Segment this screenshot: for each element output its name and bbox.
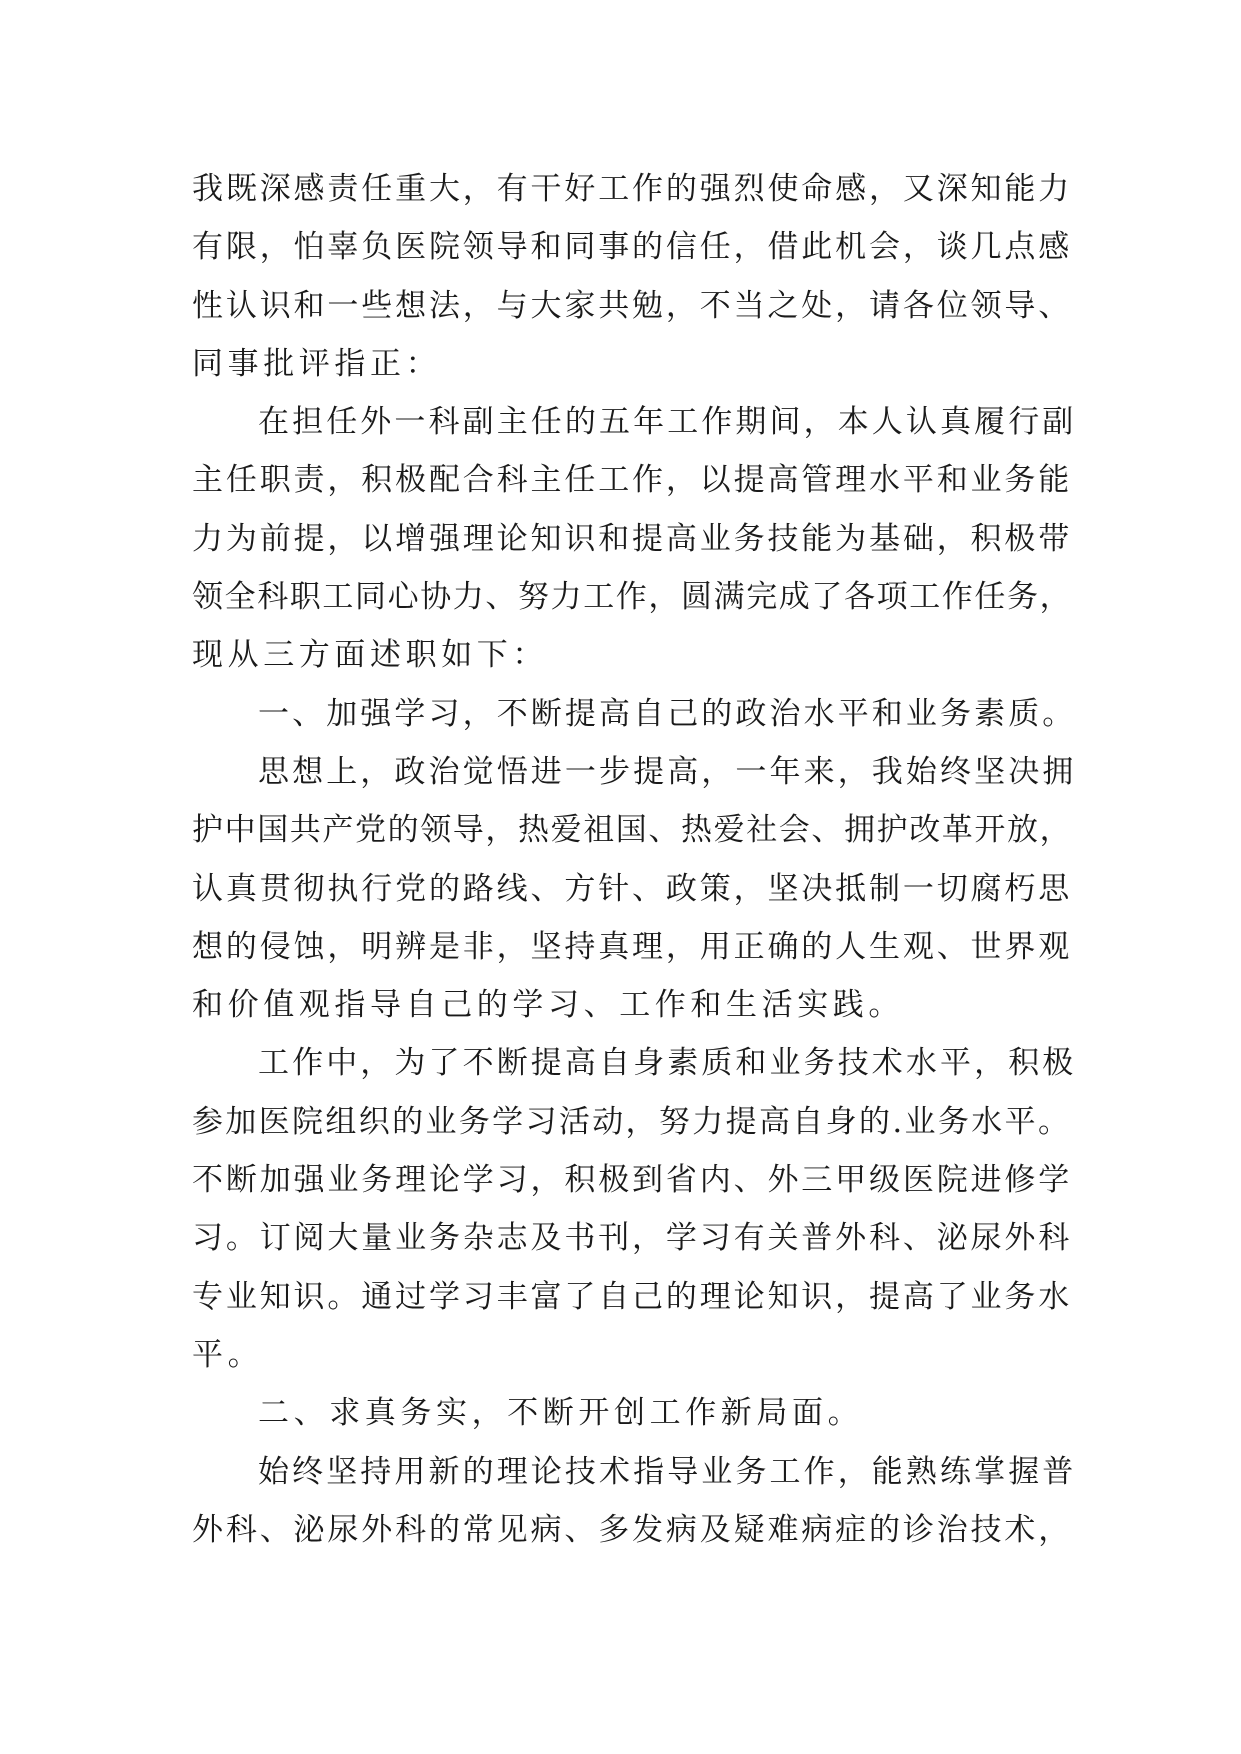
document-page xyxy=(192,160,1077,1559)
text-line: 参加医院组织的业务学习活动，努力提高自身的.业务水平。 xyxy=(192,1103,1072,1140)
text-line: 我既深感责任重大，有干好工作的强烈使命感，又深知能力 xyxy=(192,171,1073,207)
text-line: 专业知识。通过学习丰富了自己的理论知识，提高了业务水 xyxy=(192,1278,1073,1315)
text-line: 想的侵蚀，明辨是非，坚持真理，用正确的人生观、世界观 xyxy=(192,928,1073,965)
text-line: 认真贯彻执行党的路线、方针、政策，坚决抵制一切腐朽思 xyxy=(192,870,1073,907)
text-line: 习。订阅大量业务杂志及书刊，学习有关普外科、泌尿外科 xyxy=(192,1220,1073,1257)
text-line: 在担任外一科副主任的五年工作期间，本人认真履行副 xyxy=(258,404,1077,441)
text-line: 和价值观指导自己的学习、工作和生活实践。 xyxy=(192,987,904,1024)
text-line: 二、求真务实，不断开创工作新局面。 xyxy=(258,1395,864,1432)
text-line: 平。 xyxy=(192,1336,264,1373)
text-line: 现从三方面述职如下： xyxy=(192,637,548,674)
text-line: 思想上，政治觉悟进一步提高，一年来，我始终坚决拥 xyxy=(258,753,1077,790)
text-line: 护中国共产党的领导，热爱祖国、热爱社会、拥护改革开放， xyxy=(192,812,1073,849)
text-line: 有限，怕辜负医院领导和同事的信任，借此机会，谈几点感 xyxy=(192,229,1073,266)
text-line: 始终坚持用新的理论技术指导业务工作，能熟练掌握普 xyxy=(258,1453,1077,1490)
text-line: 不断加强业务理论学习，积极到省内、外三甲级医院进修学 xyxy=(192,1162,1073,1199)
text-line: 外科、泌尿外科的常见病、多发病及疑难病症的诊治技术， xyxy=(192,1511,1073,1548)
text-line: 主任职责，积极配合科主任工作，以提高管理水平和业务能 xyxy=(192,462,1073,499)
text-line: 性认识和一些想法，与大家共勉，不当之处，请各位领导、 xyxy=(192,287,1073,324)
text-line: 领全科职工同心协力、努力工作，圆满完成了各项工作任务， xyxy=(192,579,1073,616)
text-line: 一、加强学习，不断提高自己的政治水平和业务素质。 xyxy=(258,695,1077,732)
text-line: 工作中，为了不断提高自身素质和业务技术水平，积极 xyxy=(258,1045,1077,1082)
text-line: 力为前提，以增强理论知识和提高业务技能为基础，积极带 xyxy=(192,520,1073,557)
text-line: 同事批评指正： xyxy=(192,345,442,382)
